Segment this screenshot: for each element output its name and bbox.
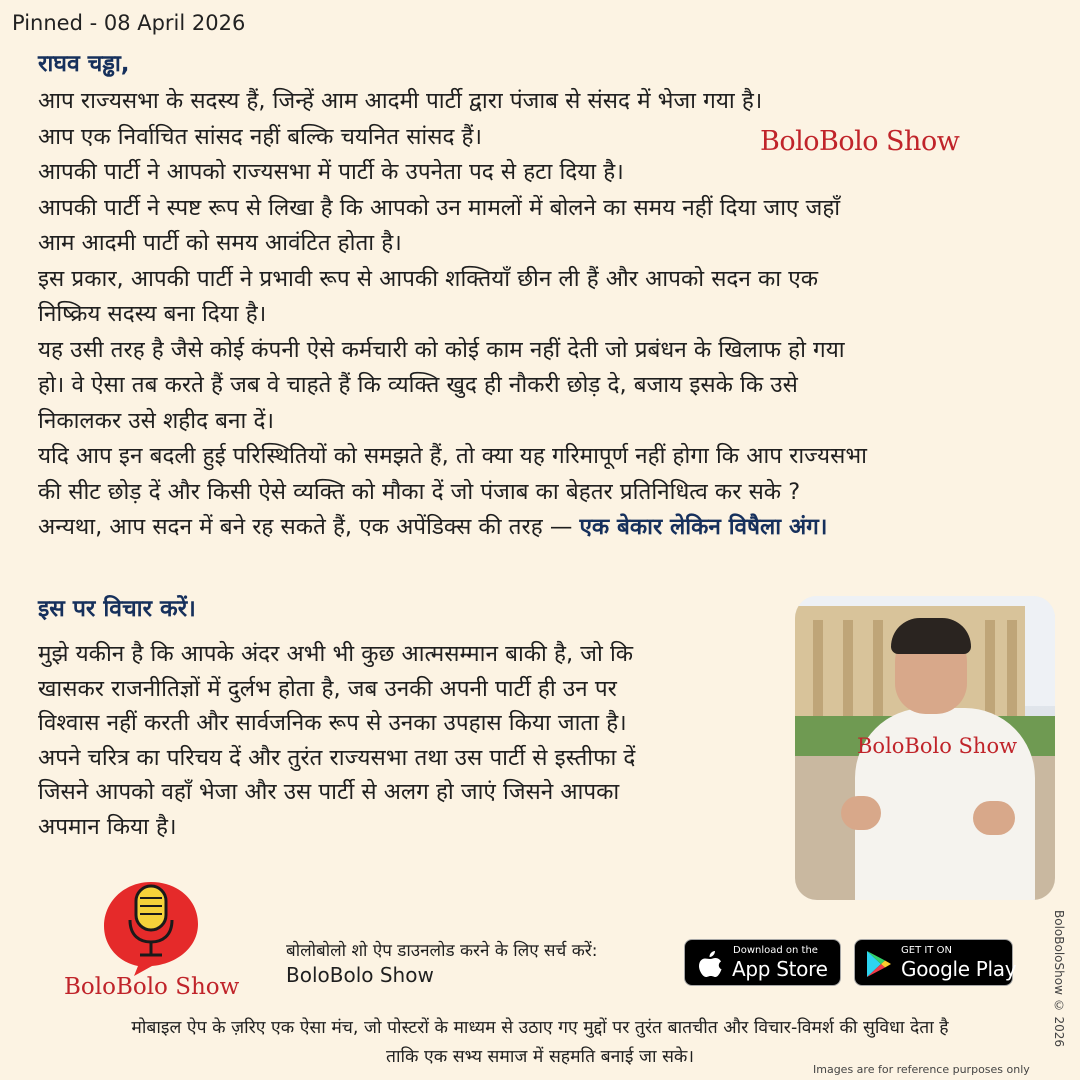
letter-line: निष्क्रिय सदस्य बना दिया है। [38,301,267,327]
politician-photo [795,596,1055,900]
consider-heading: इस पर विचार करें। [38,596,196,622]
apple-icon [697,949,723,979]
photo-watermark: BoloBolo Show [857,734,1018,758]
google-play-small-text: GET IT ON [901,945,952,956]
letter-line: मुझे यकीन है कि आपके अंदर अभी भी कुछ आत्मसम्मान बाकी है, जो कि [38,641,634,667]
photo-column [843,620,853,720]
letter-line: हो। वे ऐसा तब करते हैं जब वे चाहते हैं कि व्यक्ति खुद ही नौकरी छोड़ दे, बजाय इसके कि उसे [38,372,798,398]
letter-line: आप एक निर्वाचित सांसद नहीं बल्कि चयनित सांसद हैं। [38,123,483,150]
emphasis-bold-text: एक बेकार लेकिन विषैला अंग। [579,514,828,540]
letter-line: यदि आप इन बदली हुई परिस्थितियों को समझते हैं, तो क्या यह गरिमापूर्ण नहीं होगा कि आप राज्यसभा [38,443,867,469]
letter-line: विश्वास नहीं करती और सार्वजनिक रूप से उनका उपहास किया जाता है। [38,710,627,736]
footer-line: मोबाइल ऐप के ज़रिए एक ऐसा मंच, जो पोस्टरों के माध्यम से उठाए गए मुद्दों पर तुरंत बातचीत और विचार-विमर्श की सुविधा देता है [131,1018,949,1038]
emphasis-prefix: अन्यथा, आप सदन में बने रह सकते हैं, एक अपेंडिक्स की तरह — [38,514,580,540]
google-play-big-text: Google Play [901,957,1017,981]
photo-person-hand [973,801,1015,835]
copyright-text: BoloBoloShow © 2026 [1052,910,1066,1048]
microphone-logo-icon [96,876,206,976]
logo-caption: BoloBolo Show [64,974,240,1000]
letter-line: आम आदमी पार्टी को समय आवंटित होता है। [38,230,402,256]
letter-line: अपमान किया है। [38,813,177,840]
pinned-date-label: Pinned - 08 April 2026 [12,11,246,35]
footer-line: ताकि एक सभ्य समाज में सहमति बनाई जा सके। [386,1047,694,1067]
letter-line: अपने चरित्र का परिचय दें और तुरंत राज्यसभा तथा उस पार्टी से इस्तीफा दें [38,744,636,771]
app-store-big-text: App Store [732,957,828,981]
photo-person-hand [841,796,881,830]
download-prompt: बोलोबोलो शो ऐप डाउनलोड करने के लिए सर्च करें: [286,941,598,961]
app-store-small-text: Download on the [733,945,818,956]
letter-line: खासकर राजनीतिज्ञों में दुर्लभ होता है, जब उनकी अपनी पार्टी ही उन पर [38,675,617,702]
letter-line: आपकी पार्टी ने स्पष्ट रूप से लिखा है कि आपको उन मामलों में बोलने का समय नहीं दिया जाए जहाँ [38,194,841,221]
app-search-term: BoloBolo Show [286,963,434,987]
letter-line: इस प्रकार, आपकी पार्टी ने प्रभावी रूप से आपकी शक्तियाँ छीन ली हैं और आपको सदन का एक [38,265,818,292]
brand-watermark: BoloBolo Show [760,126,960,157]
photo-column [813,620,823,720]
letter-line: यह उसी तरह है जैसे कोई कंपनी ऐसे कर्मचारी को कोई काम नहीं देती जो प्रबंधन के खिलाफ हो गया [38,336,845,363]
letter-line: जिसने आपको वहाँ भेजा और उस पार्टी से अलग हो जाएं जिसने आपका [38,779,620,805]
letter-line: आप राज्यसभा के सदस्य हैं, जिन्हें आम आदमी पार्टी द्वारा पंजाब से संसद में भेजा गया है। [38,88,763,114]
letter-paragraph-2 [38,637,778,844]
disclaimer-text: Images are for reference purposes only [813,1063,1030,1076]
google-play-badge[interactable] [854,939,1017,986]
salutation-heading: राघव चड्ढा, [38,51,130,77]
emphasis-line [38,510,1068,545]
letter-line: आपकी पार्टी ने आपको राज्यसभा में पार्टी के उपनेता पद से हटा दिया है। [38,159,624,185]
letter-line: निकालकर उसे शहीद बना दें। [38,407,274,434]
google-play-icon [865,949,893,979]
photo-column [985,620,995,720]
app-store-badge[interactable] [684,939,841,986]
letter-line: की सीट छोड़ दें और किसी ऐसे व्यक्ति को मौका दें जो पंजाब का बेहतर प्रतिनिधित्व कर सके ? [38,478,801,505]
photo-person-hair [891,618,971,654]
photo-column [873,620,883,720]
photo-column [1007,620,1017,720]
